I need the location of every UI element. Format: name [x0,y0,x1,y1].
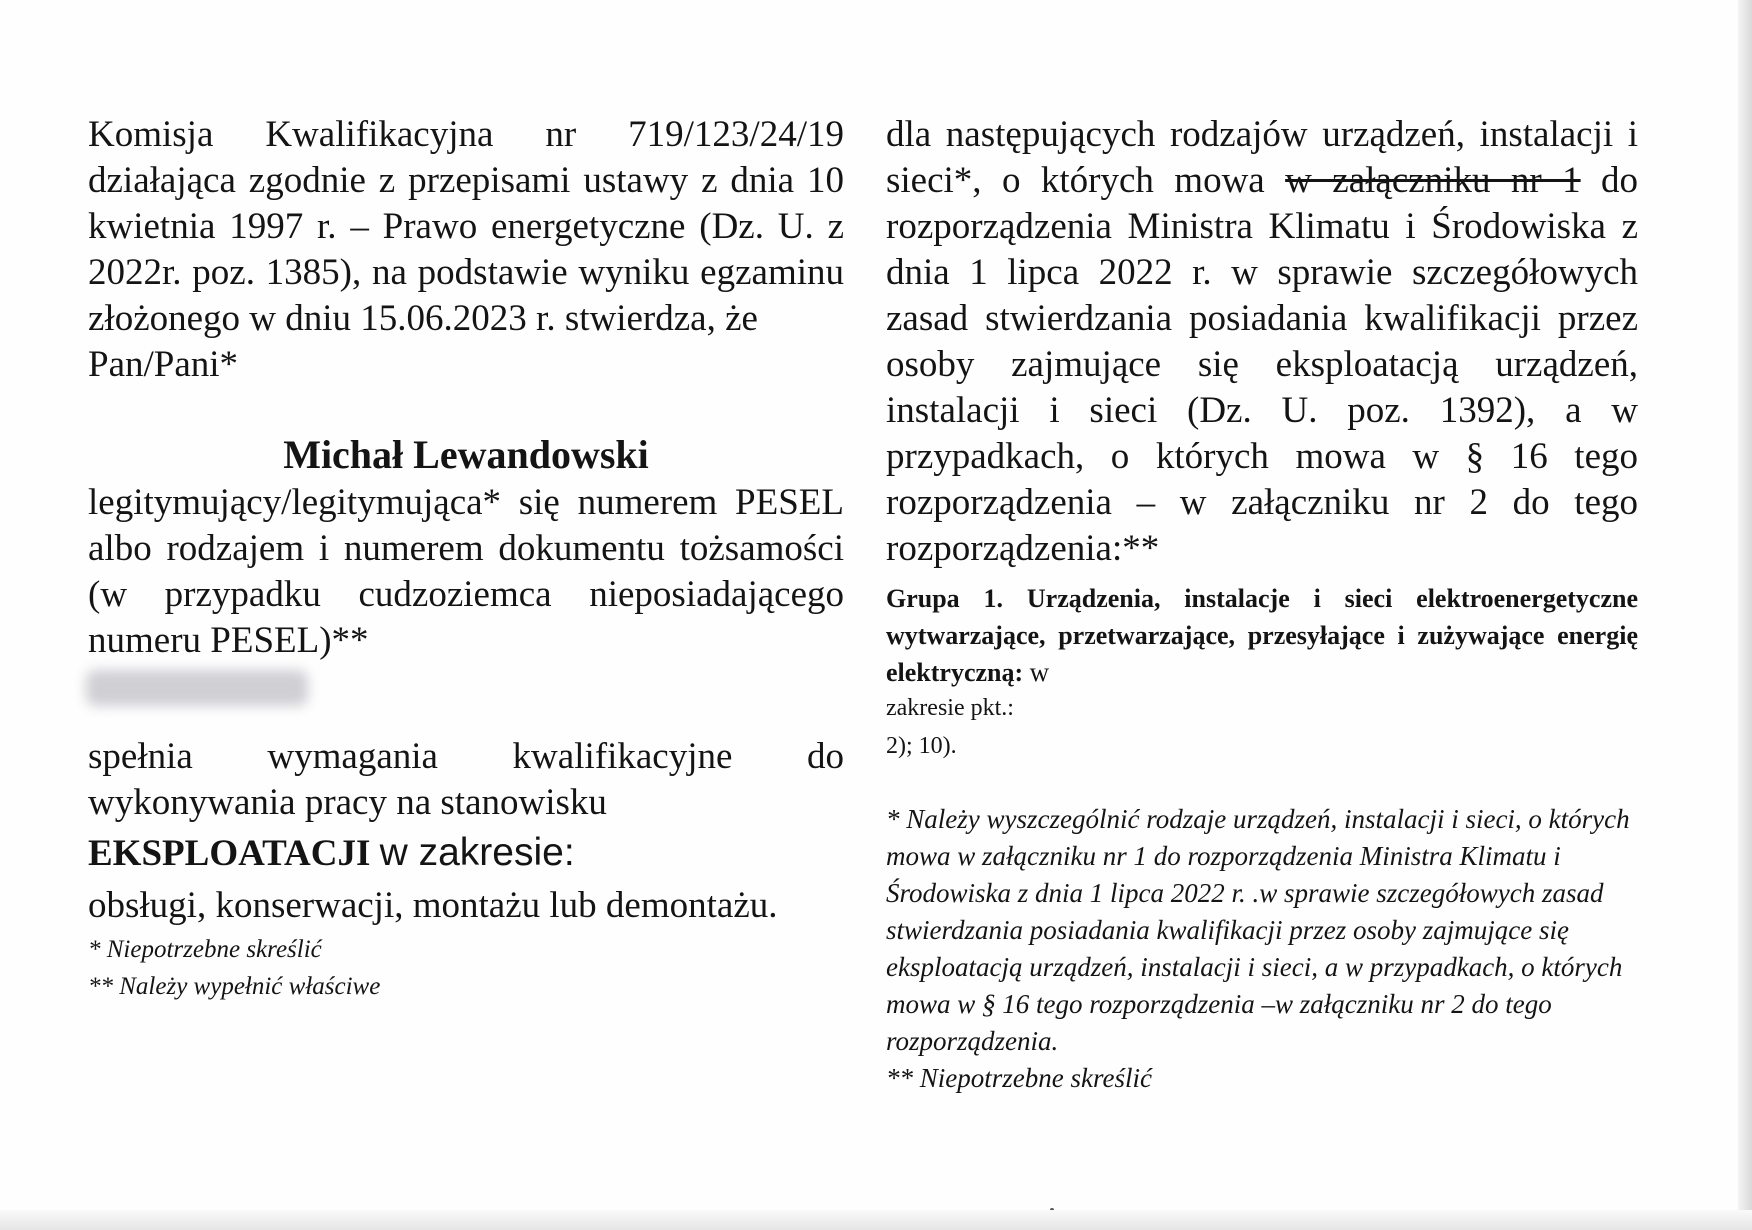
footnote-2: ** Należy wypełnić właściwe [88,973,381,1000]
right-notes [886,801,1638,1097]
pan-pani-label: Pan/Pani* [88,344,239,385]
position-line [88,830,844,877]
position-title: EKSPLOATACJI [88,833,371,874]
redacted-pesel [86,670,308,706]
device-types-paragraph [886,112,1638,572]
scope-points-label: zakresie pkt.: [886,695,1014,721]
note-1: * Należy wyszczególnić rodzaje urządzeń, instalacji i sieci, o których mowa w załączniku nr 1 do rozporządzenia Ministra Klimatu i Środowiska z dnia 1 lipca 2022 r. .w sprawie szczegółowych zasad stwierdzania posiadania kwalifikacji przez osoby zajmujące się eksploatacją urządzeń, instalacji i sieci, a w przypadkach, o których mowa w § 16 tego rozporządzenia –w załączniku nr 2 do tego rozporządzenia. [886,804,1630,1056]
scope-of-work: obsługi, konserwacji, montażu lub demontażu. [88,885,778,926]
struck-annex-1: w załączniku nr 1 [1285,160,1581,201]
requirements-statement: spełnia wymagania kwalifikacyjne do wykonywania pracy na stanowisku [88,736,844,823]
pesel-description: legitymujący/legitymująca* się numerem PESEL albo rodzajem i numerem dokumentu tożsamości (w przypadku cudzoziemca nieposiadającego numeru PESEL)** [88,482,844,661]
in-scope-label: w zakresie: [379,831,575,874]
device-types-text-b: do rozporządzenia Ministra Klimatu i Środowiska z dnia 1 lipca 2022 r. w sprawie szczegółowych zasad stwierdzania posiadania kwalifikacji przez osoby zajmujące się eksploatacją urządzeń, instalacji i sieci (Dz. U. poz. 1392), a w przypadkach, o których mowa w § 16 tego rozporządzenia – w załączniku nr 2 do tego rozporządzenia:** [886,160,1639,569]
group-1-w: w [1029,657,1050,687]
left-column [88,112,844,1005]
commission-statement: Komisja Kwalifikacyjna nr 719/123/24/19 działająca zgodnie z przepisami ustawy z dnia 10 kwietnia 1997 r. – Prawo energetyczne (Dz. U. z 2022r. poz. 1385), na podstawie wyniku egzaminu złożonego w dniu 15.06.2023 r. stwierdza, że [88,114,844,339]
group-1-description [886,580,1638,691]
right-column [886,112,1638,1097]
scan-edge-bottom [0,1210,1752,1230]
scope-points: 2); 10). [886,733,957,759]
group-1-title: Grupa 1. Urządzenia, instalacje i sieci elektroenergetyczne wytwarzające, przetwarzające, przesyłające i zużywające energię elektryczną: [886,584,1638,687]
footnote-1: * Niepotrzebne skreślić [88,936,322,963]
device-types-text-a: dla następujących rodzajów urządzeń, instalacji i sieci*, o których mowa [886,114,1638,201]
holder-name: Michał Lewandowski [283,432,649,477]
note-2: ** Niepotrzebne skreślić [886,1063,1152,1093]
scan-edge-right [1738,0,1752,1230]
